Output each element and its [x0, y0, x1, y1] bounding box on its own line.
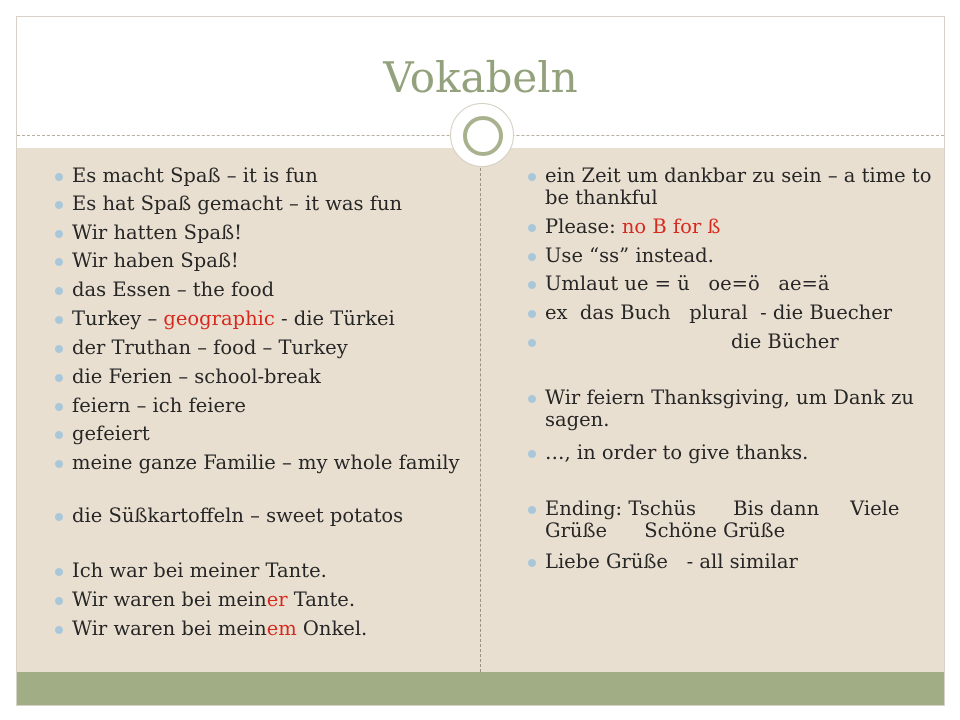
bullet-item: [55, 308, 492, 330]
bullet-dot-icon: [55, 201, 63, 209]
bullet-item: [528, 165, 945, 209]
bullet-item: [55, 222, 492, 244]
bullet-dot-icon: [55, 403, 63, 411]
item-text: Tante.: [287, 588, 356, 611]
item-text: Ich war bei meiner Tante.: [72, 559, 327, 582]
bullet-item: [55, 505, 492, 527]
item-text: ex das Buch plural - die Buecher: [545, 301, 893, 324]
item-text: Wir hatten Spaß!: [72, 221, 242, 244]
item-text: Please:: [545, 215, 622, 238]
bullet-dot-icon: [528, 450, 536, 458]
bullet-dot-icon: [528, 281, 536, 289]
bullet-item: [528, 216, 945, 238]
highlighted-text: em: [266, 617, 297, 640]
bullet-dot-icon: [528, 559, 536, 567]
bullet-dot-icon: [528, 253, 536, 261]
item-text: die Bücher: [545, 330, 839, 353]
bullet-dot-icon: [528, 395, 536, 403]
bullet-item: [55, 618, 492, 640]
bullet-item: [55, 250, 492, 272]
bullet-dot-icon: [55, 460, 63, 468]
bullet-item: [55, 366, 492, 388]
item-text: der Truthan – food – Turkey: [72, 336, 348, 359]
bullet-item: [528, 245, 945, 267]
highlighted-text: geographic: [163, 307, 275, 330]
item-text: das Essen – the food: [72, 278, 275, 301]
slide: [16, 16, 945, 706]
slide-title: Vokabeln: [383, 53, 578, 102]
bullet-dot-icon: [528, 506, 536, 514]
bullet-dot-icon: [55, 316, 63, 324]
bullet-item: [528, 551, 945, 573]
item-text: Umlaut ue = ü oe=ö ae=ä: [545, 272, 830, 295]
bullet-item: [528, 387, 945, 431]
item-text: Wir waren bei mein: [72, 588, 267, 611]
item-text: Liebe Grüße - all similar: [545, 550, 798, 573]
item-text: Es macht Spaß – it is fun: [72, 164, 318, 187]
bullet-item: [55, 395, 492, 417]
item-text: Ending: Tschüs Bis dann Viele Grüße Schöne Grüße: [545, 497, 906, 542]
bullet-item: [528, 273, 945, 295]
bullet-item: [55, 337, 492, 359]
item-text: gefeiert: [72, 422, 150, 445]
item-text: die Ferien – school-break: [72, 365, 321, 388]
bullet-item: [55, 165, 492, 187]
bullet-dot-icon: [528, 339, 536, 347]
bullet-item: [528, 331, 945, 353]
item-text: Wir feiern Thanksgiving, um Dank zu sagen.: [545, 386, 921, 431]
bullet-dot-icon: [55, 173, 63, 181]
bullet-item: [55, 560, 492, 582]
item-text: die Süßkartoffeln – sweet potatos: [72, 504, 404, 527]
item-text: Wir waren bei mein: [72, 617, 267, 640]
bullet-dot-icon: [55, 374, 63, 382]
item-text: Use “ss” instead.: [545, 244, 714, 267]
item-text: Onkel.: [296, 617, 368, 640]
highlighted-text: no B for ß: [621, 215, 721, 238]
ring-ornament-icon: [450, 103, 514, 167]
bullet-dot-icon: [55, 287, 63, 295]
bullet-dot-icon: [55, 230, 63, 238]
bullet-dot-icon: [55, 345, 63, 353]
bullet-item: [55, 452, 492, 474]
bullet-dot-icon: [55, 431, 63, 439]
bullet-item: [528, 498, 945, 542]
bullet-item: [55, 589, 492, 611]
highlighted-text: er: [266, 588, 288, 611]
bullet-item: [528, 302, 945, 324]
bullet-item: [55, 423, 492, 445]
item-text: meine ganze Familie – my whole family: [72, 451, 460, 474]
item-text: - die Türkei: [274, 307, 395, 330]
bullet-dot-icon: [55, 597, 63, 605]
bullet-dot-icon: [55, 258, 63, 266]
bullet-dot-icon: [55, 568, 63, 576]
bullet-dot-icon: [528, 310, 536, 318]
bullet-dot-icon: [528, 224, 536, 232]
bullet-item: [55, 193, 492, 215]
item-text: ein Zeit um dankbar zu sein – a time to be thankful: [545, 164, 938, 209]
item-text: feiern – ich feiere: [72, 394, 246, 417]
bullet-dot-icon: [55, 513, 63, 521]
bullet-item: [55, 279, 492, 301]
item-text: Es hat Spaß gemacht – it was fun: [72, 192, 403, 215]
footer-bar: [17, 672, 944, 705]
item-text: …, in order to give thanks.: [545, 441, 809, 464]
bullet-dot-icon: [528, 173, 536, 181]
bullet-dot-icon: [55, 626, 63, 634]
item-text: Wir haben Spaß!: [72, 249, 239, 272]
bullet-item: [528, 442, 945, 464]
item-text: Turkey –: [72, 307, 164, 330]
